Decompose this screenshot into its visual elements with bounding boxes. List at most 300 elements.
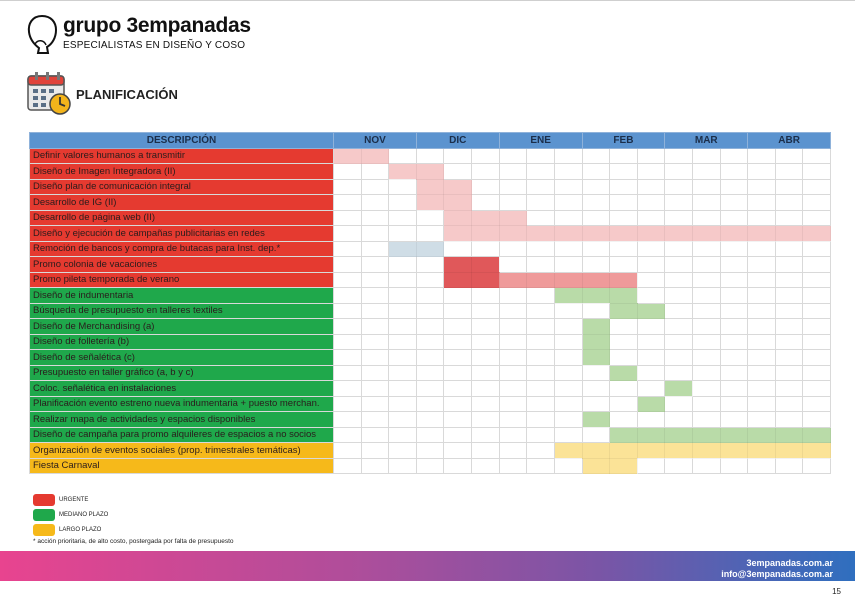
gantt-bar-cell [748,427,776,443]
page-number: 15 [832,587,841,596]
gantt-cell [499,164,527,180]
gantt-cell [361,427,389,443]
gantt-cell [389,179,417,195]
legend-label-urgent: URGENTE [59,496,89,503]
gantt-cell [720,210,748,226]
gantt-cell [748,179,776,195]
gantt-cell [775,350,803,366]
gantt-cell [748,334,776,350]
task-label: Búsqueda de presupuesto en talleres textiles [30,303,334,319]
gantt-bar-cell [499,272,527,288]
gantt-bar-cell [637,443,665,459]
gantt-cell [637,334,665,350]
gantt-cell [775,334,803,350]
table-row [30,288,831,304]
gantt-bar-cell [665,381,693,397]
gantt-cell [361,319,389,335]
gantt-cell [803,272,831,288]
gantt-bar-cell [803,427,831,443]
gantt-bar-cell [334,148,362,164]
column-header-nov: NOV [334,133,417,149]
gantt-cell [803,257,831,273]
gantt-cell [720,350,748,366]
table-row [30,443,831,459]
gantt-cell [334,272,362,288]
gantt-cell [444,334,472,350]
gantt-cell [444,396,472,412]
gantt-bar-cell [416,179,444,195]
task-label: Diseño de indumentaria [30,288,334,304]
gantt-bar-cell [554,226,582,242]
gantt-cell [444,412,472,428]
footer-email-link[interactable]: info@3empanadas.com.ar [721,569,833,579]
gantt-cell [361,334,389,350]
gantt-cell [775,195,803,211]
task-label: Diseño plan de comunicación integral [30,179,334,195]
gantt-bar-cell [444,226,472,242]
gantt-cell [389,427,417,443]
footnote: * acción prioritaria, de alto costo, postergada por falta de presupuesto [33,538,234,545]
gantt-cell [554,458,582,474]
gantt-cell [472,365,500,381]
table-row [30,226,831,242]
gantt-bar-cell [416,195,444,211]
gantt-cell [416,288,444,304]
gantt-cell [748,288,776,304]
gantt-cell [499,303,527,319]
gantt-cell [472,241,500,257]
gantt-cell [554,427,582,443]
gantt-cell [334,210,362,226]
table-row [30,210,831,226]
gantt-cell [444,365,472,381]
gantt-cell [554,210,582,226]
gantt-bar-cell [610,303,638,319]
gantt-cell [692,303,720,319]
gantt-cell [472,334,500,350]
gantt-cell [499,179,527,195]
gantt-cell [803,241,831,257]
gantt-cell [692,210,720,226]
gantt-cell [416,334,444,350]
gantt-bar-cell [637,226,665,242]
gantt-cell [665,195,693,211]
gantt-bar-cell [416,164,444,180]
gantt-cell [527,396,555,412]
gantt-cell [775,272,803,288]
gantt-cell [775,210,803,226]
gantt-cell [748,412,776,428]
gantt-cell [748,458,776,474]
gantt-bar-cell [665,443,693,459]
gantt-cell [775,241,803,257]
gantt-cell [610,148,638,164]
gantt-bar-cell [637,303,665,319]
gantt-cell [361,381,389,397]
gantt-cell [334,427,362,443]
gantt-cell [692,164,720,180]
gantt-cell [389,148,417,164]
table-row [30,319,831,335]
gantt-cell [499,288,527,304]
gantt-bar-cell [775,226,803,242]
gantt-cell [582,241,610,257]
gantt-cell [361,179,389,195]
task-label: Desarrollo de IG (II) [30,195,334,211]
gantt-cell [499,319,527,335]
column-header-mar: MAR [665,133,748,149]
gantt-cell [554,319,582,335]
gantt-cell [527,350,555,366]
gantt-cell [803,319,831,335]
table-row [30,458,831,474]
gantt-cell [389,443,417,459]
gantt-cell [444,148,472,164]
gantt-cell [527,427,555,443]
gantt-cell [527,179,555,195]
gantt-cell [610,334,638,350]
gantt-cell [748,148,776,164]
gantt-cell [361,195,389,211]
gantt-cell [748,396,776,412]
gantt-bar-cell [610,458,638,474]
gantt-cell [748,350,776,366]
gantt-cell [554,257,582,273]
gantt-bar-cell [692,226,720,242]
gantt-cell [775,458,803,474]
gantt-cell [334,164,362,180]
gantt-cell [554,148,582,164]
gantt-cell [527,412,555,428]
gantt-cell [692,241,720,257]
gantt-cell [416,319,444,335]
gantt-cell [444,241,472,257]
gantt-bar-cell [499,226,527,242]
gantt-cell [665,179,693,195]
gantt-cell [361,226,389,242]
gantt-cell [692,288,720,304]
gantt-cell [775,288,803,304]
task-label: Presupuesto en taller gráfico (a, b y c) [30,365,334,381]
gantt-cell [389,396,417,412]
gantt-cell [637,365,665,381]
gantt-cell [472,443,500,459]
gantt-cell [665,272,693,288]
gantt-bar-cell [582,288,610,304]
gantt-cell [472,381,500,397]
gantt-cell [554,164,582,180]
gantt-bar-cell [389,164,417,180]
gantt-cell [499,427,527,443]
legend-item-long [33,521,101,539]
gantt-cell [361,272,389,288]
gantt-cell [637,458,665,474]
gantt-cell [472,303,500,319]
gantt-cell [444,427,472,443]
gantt-bar-cell [472,210,500,226]
task-label: Diseño y ejecución de campañas publicitarias en redes [30,226,334,242]
gantt-cell [361,257,389,273]
gantt-bar-cell [582,443,610,459]
gantt-cell [554,195,582,211]
gantt-cell [499,257,527,273]
gantt-cell [554,365,582,381]
gantt-cell [610,179,638,195]
table-row [30,396,831,412]
section-title: PLANIFICACIÓN [76,87,178,102]
gantt-bar-cell [610,226,638,242]
gantt-cell [361,350,389,366]
gantt-cell [527,443,555,459]
table-row [30,350,831,366]
gantt-cell [361,288,389,304]
gantt-cell [665,288,693,304]
legend-swatch-long [33,524,55,536]
gantt-cell [748,210,776,226]
gantt-cell [720,148,748,164]
table-row [30,365,831,381]
gantt-cell [692,381,720,397]
gantt-cell [361,365,389,381]
gantt-table [29,132,831,474]
legend-label-long: LARGO PLAZO [59,526,102,533]
gantt-cell [748,319,776,335]
gantt-cell [527,319,555,335]
gantt-cell [665,303,693,319]
gantt-cell [554,334,582,350]
gantt-cell [637,319,665,335]
gantt-bar-cell [582,458,610,474]
gantt-cell [692,272,720,288]
gantt-header-row [30,133,831,149]
gantt-cell [416,365,444,381]
gantt-cell [361,164,389,180]
gantt-cell [692,334,720,350]
gantt-bar-cell [748,443,776,459]
gantt-cell [416,458,444,474]
gantt-bar-cell [610,365,638,381]
gantt-cell [637,164,665,180]
gantt-cell [389,195,417,211]
gantt-cell [334,381,362,397]
gantt-bar-cell [582,412,610,428]
gantt-cell [416,350,444,366]
footer-contact [721,558,833,580]
gantt-cell [499,350,527,366]
gantt-cell [692,257,720,273]
task-label: Promo colonia de vacaciones [30,257,334,273]
gantt-bar-cell [582,272,610,288]
gantt-cell [582,303,610,319]
task-label: Promo pileta temporada de verano [30,272,334,288]
gantt-cell [582,164,610,180]
gantt-cell [582,257,610,273]
gantt-cell [775,303,803,319]
gantt-bar-cell [361,148,389,164]
gantt-cell [334,257,362,273]
gantt-cell [389,288,417,304]
gantt-cell [527,241,555,257]
legend-swatch-medium [33,509,55,521]
gantt-cell [748,365,776,381]
gantt-cell [361,443,389,459]
table-row [30,272,831,288]
gantt-cell [775,319,803,335]
table-row [30,257,831,273]
gantt-cell [637,179,665,195]
empanada-head-logo-icon [26,14,58,54]
gantt-bar-cell [582,350,610,366]
gantt-cell [775,365,803,381]
gantt-cell [720,195,748,211]
task-label: Diseño de folletería (b) [30,334,334,350]
column-header-ene: ENE [499,133,582,149]
gantt-cell [803,365,831,381]
gantt-cell [554,179,582,195]
gantt-bar-cell [748,226,776,242]
gantt-cell [610,350,638,366]
gantt-cell [416,412,444,428]
gantt-cell [692,350,720,366]
gantt-cell [720,334,748,350]
gantt-bar-cell [637,427,665,443]
gantt-cell [334,303,362,319]
gantt-bar-cell [499,210,527,226]
gantt-bar-cell [527,272,555,288]
gantt-cell [720,241,748,257]
task-label: Planificación evento estreno nueva indumentaria + puesto merchan. [30,396,334,412]
gantt-cell [472,319,500,335]
gantt-cell [610,164,638,180]
gantt-cell [334,443,362,459]
gantt-cell [665,241,693,257]
gantt-cell [803,195,831,211]
task-label: Diseño de Merchandising (a) [30,319,334,335]
gantt-cell [665,148,693,164]
gantt-cell [692,458,720,474]
gantt-cell [554,396,582,412]
gantt-cell [334,334,362,350]
gantt-cell [803,210,831,226]
gantt-cell [692,195,720,211]
gantt-cell [720,319,748,335]
gantt-cell [389,210,417,226]
table-row [30,148,831,164]
gantt-cell [637,381,665,397]
gantt-cell [775,148,803,164]
gantt-cell [720,272,748,288]
task-label: Coloc. señalética en instalaciones [30,381,334,397]
footer-website-link[interactable]: 3empanadas.com.ar [746,558,833,568]
gantt-cell [720,257,748,273]
gantt-cell [582,381,610,397]
task-label: Realizar mapa de actividades y espacios disponibles [30,412,334,428]
task-label: Desarrollo de página web (II) [30,210,334,226]
gantt-cell [748,164,776,180]
task-label: Definir valores humanos a transmitir [30,148,334,164]
gantt-bar-cell [610,288,638,304]
gantt-cell [334,365,362,381]
gantt-cell [775,381,803,397]
gantt-cell [803,288,831,304]
gantt-cell [665,412,693,428]
gantt-cell [748,381,776,397]
gantt-cell [472,412,500,428]
gantt-cell [527,164,555,180]
gantt-cell [334,179,362,195]
gantt-cell [472,195,500,211]
gantt-cell [748,272,776,288]
gantt-cell [720,412,748,428]
gantt-cell [692,412,720,428]
gantt-cell [361,396,389,412]
gantt-cell [582,210,610,226]
table-row [30,303,831,319]
gantt-cell [610,195,638,211]
gantt-cell [748,303,776,319]
gantt-cell [416,443,444,459]
gantt-cell [389,381,417,397]
gantt-cell [334,458,362,474]
gantt-cell [499,195,527,211]
gantt-cell [416,226,444,242]
gantt-cell [637,241,665,257]
gantt-cell [610,210,638,226]
gantt-cell [803,179,831,195]
gantt-bar-cell [720,427,748,443]
gantt-cell [692,148,720,164]
gantt-cell [665,458,693,474]
gantt-cell [665,334,693,350]
task-label: Diseño de señalética (c) [30,350,334,366]
gantt-bar-cell [610,427,638,443]
gantt-bar-cell [472,226,500,242]
gantt-cell [720,458,748,474]
gantt-bar-cell [472,272,500,288]
gantt-cell [389,365,417,381]
gantt-bar-cell [444,272,472,288]
gantt-cell [416,272,444,288]
gantt-cell [775,179,803,195]
gantt-bar-cell [554,443,582,459]
gantt-cell [554,241,582,257]
gantt-cell [610,396,638,412]
gantt-cell [582,427,610,443]
gantt-bar-cell [610,272,638,288]
gantt-cell [775,164,803,180]
gantt-cell [416,381,444,397]
gantt-cell [527,210,555,226]
gantt-cell [803,412,831,428]
gantt-bar-cell [554,288,582,304]
gantt-cell [444,164,472,180]
gantt-cell [527,257,555,273]
gantt-cell [665,257,693,273]
gantt-cell [554,381,582,397]
gantt-cell [665,396,693,412]
gantt-cell [582,195,610,211]
gantt-cell [472,179,500,195]
gantt-cell [692,319,720,335]
gantt-cell [472,164,500,180]
column-header-dic: DIC [416,133,499,149]
gantt-bar-cell [444,179,472,195]
gantt-cell [665,319,693,335]
gantt-cell [692,365,720,381]
gantt-bar-cell [803,226,831,242]
gantt-cell [472,148,500,164]
gantt-cell [720,179,748,195]
